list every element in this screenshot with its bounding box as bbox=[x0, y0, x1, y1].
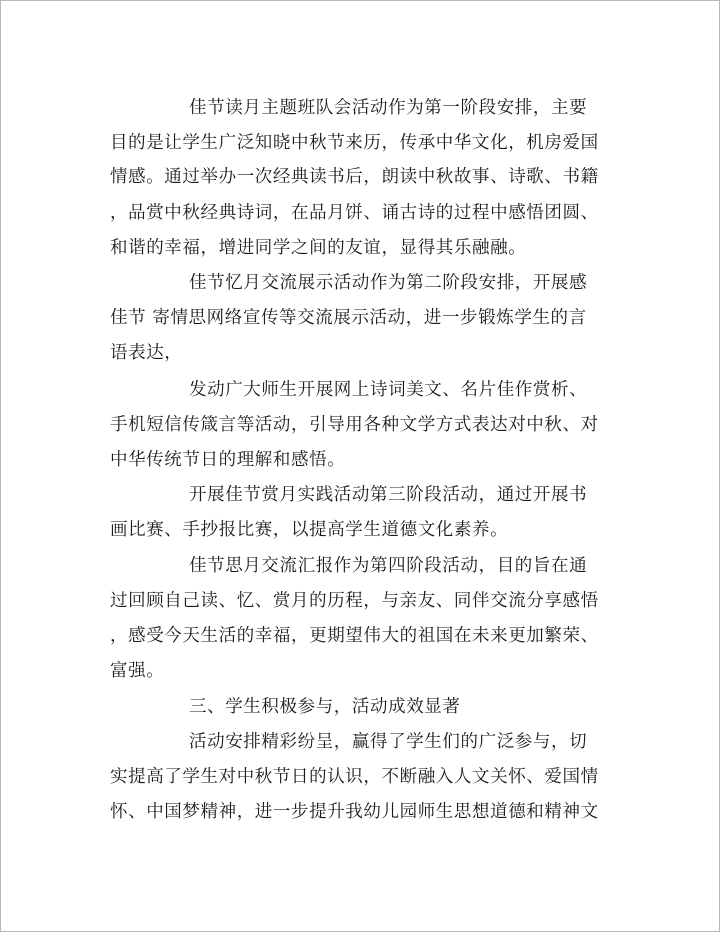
paragraph-line: 佳节忆月交流展示活动作为第二阶段安排，开展感 bbox=[189, 273, 588, 293]
paragraph-line: 佳节思月交流汇报作为第四阶段活动，目的旨在通 bbox=[189, 556, 588, 576]
paragraph-line: 中华传统节日的理解和感悟。 bbox=[110, 450, 346, 470]
paragraph-line: 活动安排精彩纷呈，赢得了学生们的广泛参与，切 bbox=[189, 732, 588, 752]
paragraph-line: 情感。通过举办一次经典读书后，朗读中秋故事、诗歌、书籍 bbox=[110, 167, 599, 187]
paragraph-line: 画比赛、手抄报比赛，以提高学生道德文化素养。 bbox=[110, 520, 509, 540]
paragraph-line: 实提高了学生对中秋节日的认识，不断融入人文关怀、爱国情 bbox=[110, 767, 599, 787]
paragraph-line: 佳节 寄情思网络宣传等交流展示活动，进一步锻炼学生的言 bbox=[110, 308, 587, 328]
paragraph-line: 开展佳节赏月实践活动第三阶段活动，通过开展书 bbox=[189, 485, 588, 505]
paragraph-line: ，品赏中秋经典诗词，在品月饼、诵古诗的过程中感悟团圆、 bbox=[110, 203, 599, 223]
paragraph-line: 和谐的幸福，增进同学之间的友谊，显得其乐融融。 bbox=[110, 238, 527, 258]
paragraph-line: 目的是让学生广泛知晓中秋节来历，传承中华文化，机房爱国 bbox=[110, 133, 599, 153]
paragraph-line: ，感受今天生活的幸福，更期望伟大的祖国在未来更加繁荣、 bbox=[110, 626, 599, 646]
paragraph-line: 过回顾自己读、忆、赏月的历程，与亲友、同伴交流分享感悟 bbox=[110, 591, 599, 611]
paragraph-line: 语表达， bbox=[110, 343, 183, 363]
paragraph-line: 发动广大师生开展网上诗词美文、名片佳作赏析、 bbox=[189, 380, 588, 400]
paragraph-line: 佳节读月主题班队会活动作为第一阶段安排，主要 bbox=[189, 98, 588, 118]
paragraph-line: 手机短信传箴言等活动，引导用各种文学方式表达对中秋、对 bbox=[110, 415, 599, 435]
section-heading: 三、学生积极参与，活动成效显著 bbox=[189, 697, 461, 717]
paragraph-line: 怀、中国梦精神，进一步提升我幼儿园师生思想道德和精神文 bbox=[110, 802, 599, 822]
paragraph-line: 富强。 bbox=[110, 661, 165, 681]
